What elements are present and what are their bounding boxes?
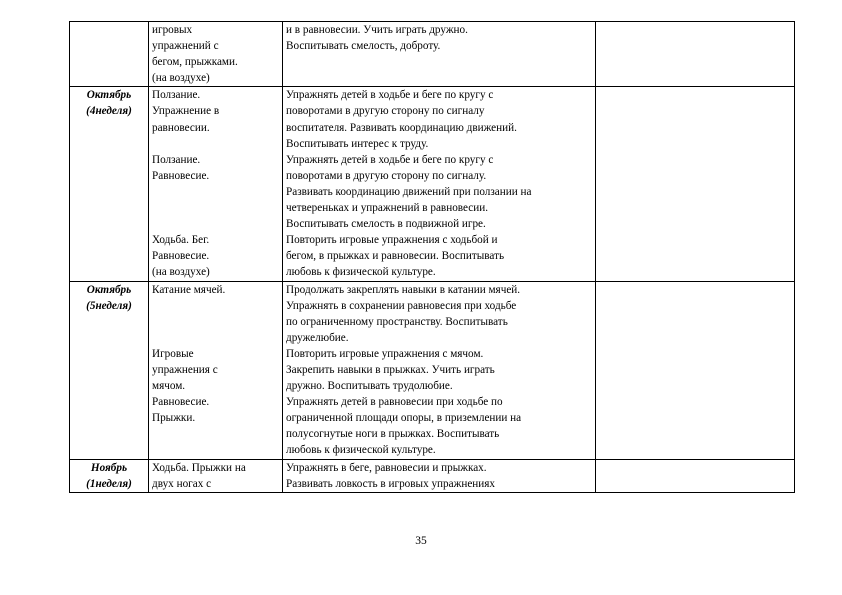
activity-cell xyxy=(149,87,283,281)
table-row xyxy=(70,87,795,281)
activity-text: Ходьба. Бег. Равновесие. (на воздухе) xyxy=(152,233,210,279)
activity-cell xyxy=(149,22,283,87)
month-cell: Ноябрь (1неделя) xyxy=(70,459,149,492)
notes-cell xyxy=(596,281,795,459)
goal-cell xyxy=(283,22,596,87)
goal-text: Упражнять детей в ходьбе и беге по кругу с поворотами в другую сторону по сигналу. Развивать координацию движений при ползании на четвереньках и упражнений в равновесии. Воспитывать смелость в подвижной игре. xyxy=(286,153,532,231)
month-cell: Октябрь (4неделя) xyxy=(70,87,149,281)
notes-cell xyxy=(596,22,795,87)
goal-cell xyxy=(283,281,596,459)
activity-cell xyxy=(149,459,283,492)
page-number: 35 xyxy=(415,535,427,547)
activity-text: Ползание. Равновесие. xyxy=(152,153,210,182)
table-row xyxy=(70,459,795,492)
month-cell xyxy=(70,22,149,87)
goal-cell xyxy=(283,87,596,281)
activity-text: игровых упражнений с бегом, прыжками. (на воздухе) xyxy=(152,24,238,85)
goal-cell xyxy=(283,459,596,492)
notes-cell xyxy=(596,87,795,281)
activity-text: Игровые упражнения с мячом. xyxy=(152,347,218,392)
goal-text: Повторить игровые упражнения с мячом. Закрепить навыки в прыжках. Учить играть дружно. Воспитывать трудолюбие. xyxy=(286,347,495,393)
goal-text: Упражнять в беге, равновесии и прыжках. Развивать ловкость в игровых упражнениях xyxy=(286,461,495,490)
activity-text: Ходьба. Прыжки на двух ногах с xyxy=(152,461,246,490)
activity-cell xyxy=(149,281,283,459)
notes-cell xyxy=(596,459,795,492)
table-row xyxy=(70,281,795,459)
lesson-plan-table xyxy=(69,21,795,493)
activity-text: Катание мячей. xyxy=(152,283,226,296)
goal-text: Упражнять детей в ходьбе и беге по кругу с поворотами в другую сторону по сигналу воспитателя. Развивать координацию движений. Воспитывать интерес к труду. xyxy=(286,89,517,150)
activity-text: Ползание. Упражнение в равновесии. xyxy=(152,89,220,134)
month-cell: Октябрь (5неделя) xyxy=(70,281,149,459)
goal-text: и в равновесии. Учить играть дружно. Воспитывать смелость, доброту. xyxy=(286,24,468,53)
table-row xyxy=(70,22,795,87)
goal-text: Повторить игровые упражнения с ходьбой и бегом, в прыжках и равновесии. Воспитывать любовь к физической культуре. xyxy=(286,234,505,279)
goal-text: Продолжать закреплять навыки в катании мячей. Упражнять в сохранении равновесия при ходьбе по ограниченному пространству. Воспитывать дружелюбие. xyxy=(286,283,521,344)
activity-text: Равновесие. Прыжки. xyxy=(152,395,210,424)
goal-text: Упражнять детей в равновесии при ходьбе по ограниченной площади опоры, в приземлении на полусогнутые ноги в прыжках. Воспитывать любовь к физической культуре. xyxy=(286,396,522,457)
